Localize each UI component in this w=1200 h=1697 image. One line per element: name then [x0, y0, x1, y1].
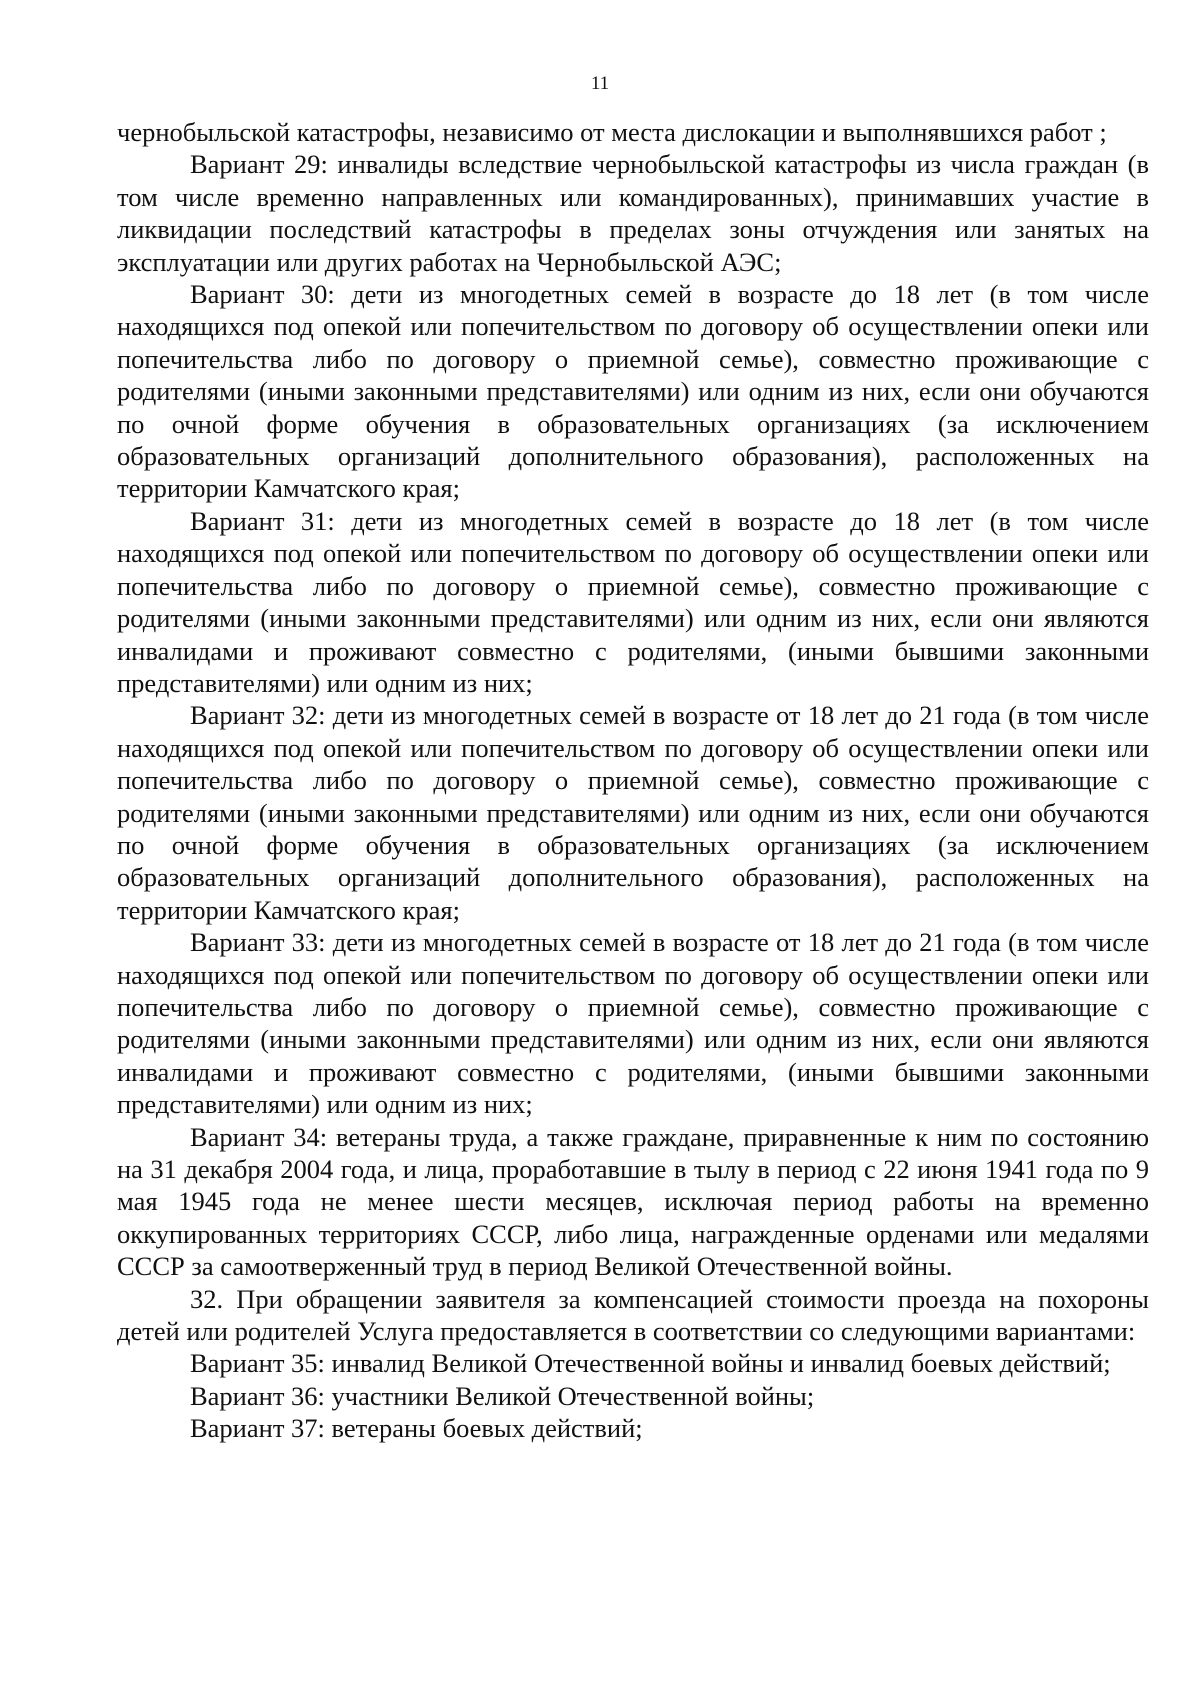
paragraph-item-32: 32. При обращении заявителя за компенсацией стоимости проезда на похороны детей или родителей Услуга предоставляется в соответствии со следующими вариантами: [117, 1283, 1149, 1347]
page-number: 11 [590, 73, 610, 94]
paragraph-variant-29: Вариант 29: инвалиды вследствие чернобыльской катастрофы из числа граждан (в том числе временно направленных или командированных), принимавших участие в ликвидации последствий катастрофы в пределах зоны отчуждения или занятых на эксплуатации или других работах на Чернобыльской АЭС; [117, 149, 1149, 277]
paragraph-continuation: чернобыльской катастрофы, независимо от места дислокации и выполнявшихся работ ; [117, 117, 1107, 147]
paragraph-variant-36: Вариант 36: участники Великой Отечественной войны; [190, 1380, 815, 1411]
paragraph-variant-31: Вариант 31: дети из многодетных семей в возрасте до 18 лет (в том числе находящихся под опекой или попечительством по договору об осуществлении опеки или попечительства либо по договору о приемной семье), совместно проживающие с родителями (иными законными представителями) или одним из них, если они являются инвалидами и проживают совместно с родителями, (иными бывшими законными представителями) или одним из них; [117, 505, 1149, 698]
paragraph-variant-37: Вариант 37: ветераны боевых действий; [190, 1413, 643, 1444]
paragraph-variant-32: Вариант 32: дети из многодетных семей в возрасте от 18 лет до 21 года (в том числе находящихся под опекой или попечительством по договору об осуществлении опеки или попечительства либо по договору о приемной семье), совместно проживающие с родителями (иными законными представителями) или одним из них, если они обучаются по очной форме обучения в образовательных организациях (за исключением образовательных организаций дополнительного образования), расположенных на территории Камчатского края; [117, 700, 1149, 925]
paragraph-variant-33: Вариант 33: дети из многодетных семей в возрасте от 18 лет до 21 года (в том числе находящихся под опекой или попечительством по договору об осуществлении опеки или попечительства либо по договору о приемной семье), совместно проживающие с родителями (иными законными представителями) или одним из них, если они являются инвалидами и проживают совместно с родителями, (иными бывшими законными представителями) или одним из них; [117, 927, 1149, 1120]
document-body [117, 116, 1149, 1445]
paragraph-variant-35: Вариант 35: инвалид Великой Отечественной войны и инвалид боевых действий; [190, 1348, 1111, 1379]
paragraph-variant-34: Вариант 34: ветераны труда, а также граждане, приравненные к ним по состоянию на 31 декабря 2004 года, и лица, проработавшие в тылу в период с 22 июня 1941 года по 9 мая 1945 года не менее шести месяцев, исключая период работы на временно оккупированных территориях СССР, либо лица, награжденные орденами или медалями СССР за самоотверженный труд в период Великой Отечественной войны. [117, 1121, 1149, 1282]
paragraph-variant-30: Вариант 30: дети из многодетных семей в возрасте до 18 лет (в том числе находящихся под опекой или попечительством по договору об осуществлении опеки или попечительства либо по договору о приемной семье), совместно проживающие с родителями (иными законными представителями) или одним из них, если они обучаются по очной форме обучения в образовательных организациях (за исключением образовательных организаций дополнительного образования), расположенных на территории Камчатского края; [117, 279, 1149, 504]
